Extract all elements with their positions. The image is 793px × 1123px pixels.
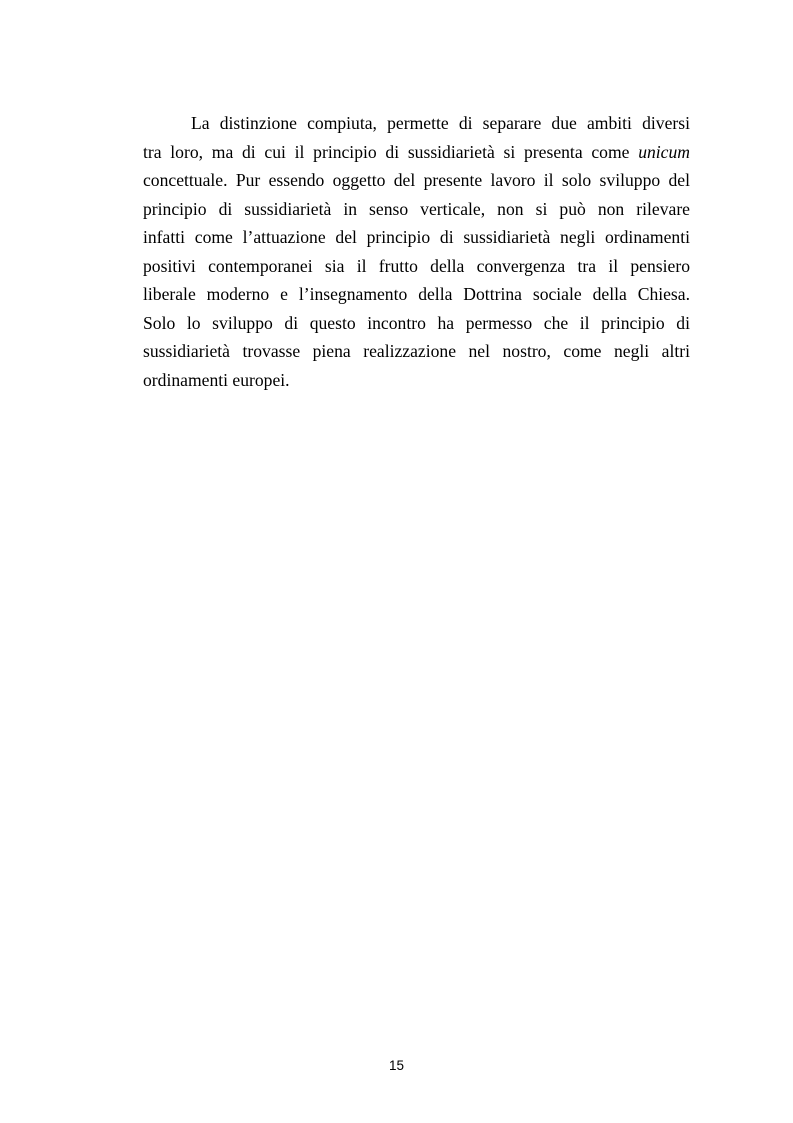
paragraph-line — [143, 138, 690, 167]
paragraph-line: liberale moderno e l’insegnamento della Dottrina sociale della Chiesa. — [143, 284, 690, 304]
paragraph-line: infatti come l’attuazione del principio di sussidiarietà negli ordinamenti — [143, 227, 690, 247]
paragraph-line: positivi contemporanei sia il frutto della convergenza tra il pensiero — [143, 255, 690, 276]
page-number: 15 — [388, 1058, 405, 1073]
paragraph-line: ordinamenti europei. — [143, 369, 290, 390]
paragraph-line-text: tra loro, ma di cui il principio di sussidiarietà si presenta come — [143, 141, 639, 162]
body-paragraph — [143, 109, 690, 394]
paragraph-line: concettuale. Pur essendo oggetto del presente lavoro il solo sviluppo del — [143, 170, 690, 190]
paragraph-line: principio di sussidiarietà in senso verticale, non si può non rilevare — [143, 198, 690, 219]
paragraph-line: La distinzione compiuta, permette di separare due ambiti diversi — [191, 113, 690, 133]
paragraph-line: Solo lo sviluppo di questo incontro ha permesso che il principio di — [143, 312, 690, 333]
italic-term: unicum — [638, 141, 690, 162]
paragraph-line: sussidiarietà trovasse piena realizzazione nel nostro, come negli altri — [143, 341, 690, 361]
